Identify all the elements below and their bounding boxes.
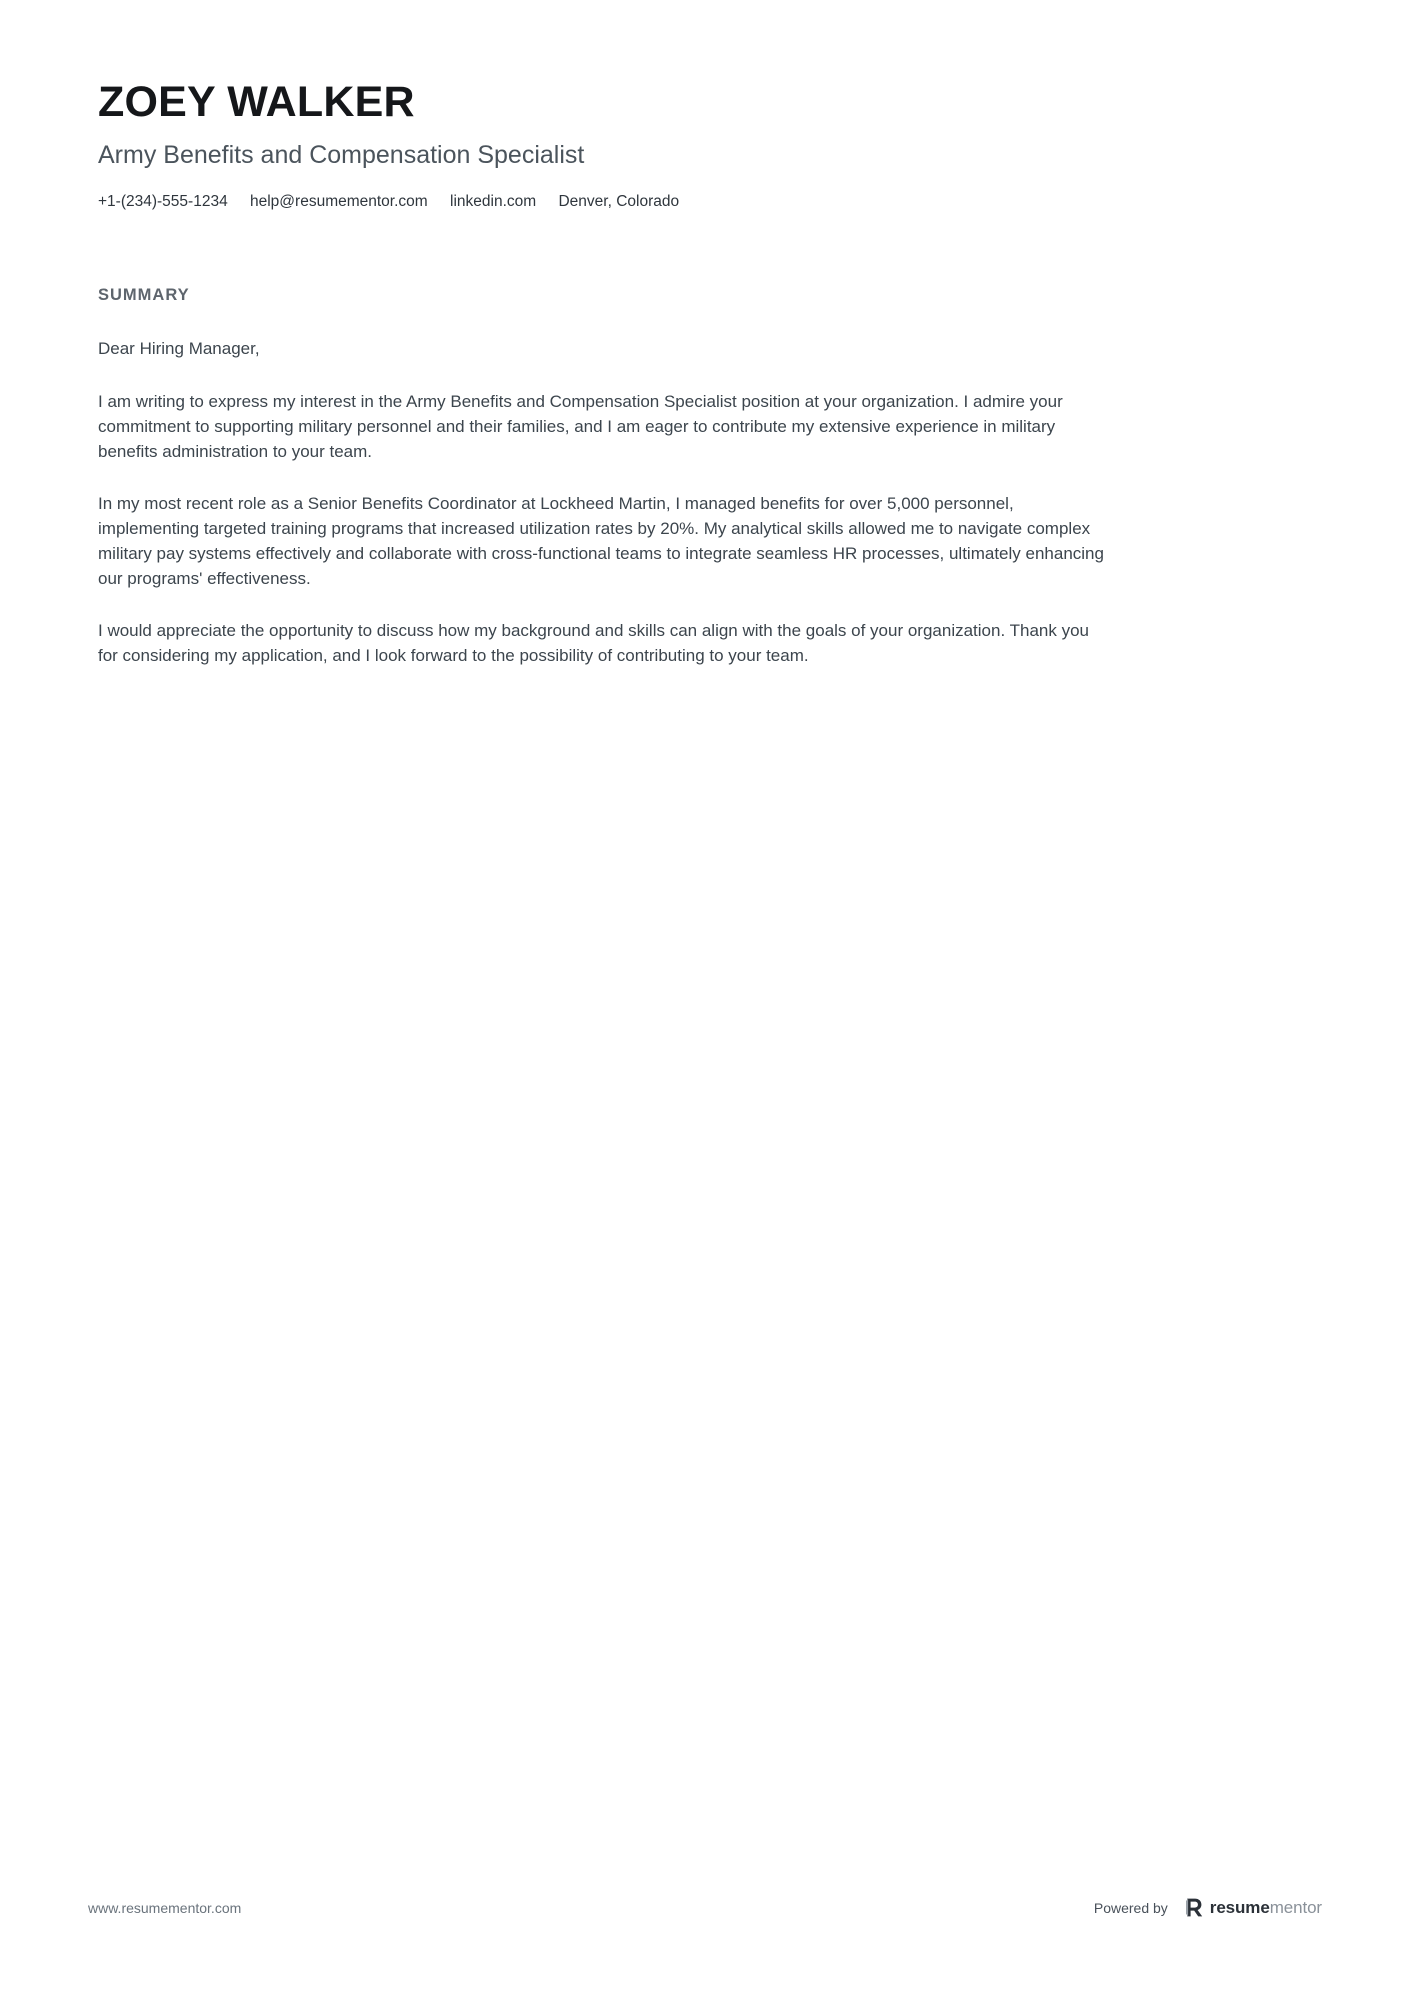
contact-info-row <box>98 192 1108 212</box>
summary-section <box>98 286 1108 669</box>
candidate-job-title: Army Benefits and Compensation Specialist <box>98 141 585 170</box>
letter-paragraph-1: I am writing to express my interest in the Army Benefits and Compensation Specialist position at your organization. I admire your commitment to supporting military personnel and their families, and I am eager to contribute my extensive experience in military benefits administration to your team. <box>98 392 1063 462</box>
contact-email[interactable]: help@resumementor.com <box>250 193 428 211</box>
resumementor-wordmark <box>1210 1899 1322 1916</box>
brand-name-bold: resume <box>1209 1898 1270 1917</box>
letter-salutation: Dear Hiring Manager, <box>98 339 260 359</box>
footer-website-url[interactable]: www.resumementor.com <box>88 1899 242 1916</box>
contact-phone: +1-(234)-555-1234 <box>98 193 228 211</box>
letter-paragraph-2: In my most recent role as a Senior Benefits Coordinator at Lockheed Martin, I managed benefits for over 5,000 personnel, implementing targeted training programs that increased utilization rates by 20%. My analytical skills allowed me to navigate complex military pay systems effectively and collaborate with cross-functional teams to integrate seamless HR processes, ultimately enhancing our programs' effectiveness. <box>98 494 1104 589</box>
page-footer <box>88 1898 1322 1917</box>
candidate-name: ZOEY WALKER <box>98 78 415 126</box>
footer-branding <box>1094 1898 1322 1917</box>
letter-paragraph-3: I would appreciate the opportunity to discuss how my background and skills can align with the goals of your organization. Thank you for considering my application, and I look forward to the possibility of contributing to your team. <box>98 621 1089 666</box>
contact-linkedin[interactable]: linkedin.com <box>450 193 537 211</box>
resumementor-logo[interactable] <box>1186 1898 1322 1917</box>
letter-content <box>98 78 1108 669</box>
brand-name-light: mentor <box>1269 1898 1322 1917</box>
contact-location: Denver, Colorado <box>558 193 680 211</box>
powered-by-label: Powered by <box>1093 1899 1168 1916</box>
letter-header <box>98 78 1108 212</box>
summary-section-title: SUMMARY <box>98 286 190 305</box>
resumementor-logo-icon <box>1186 1898 1203 1917</box>
